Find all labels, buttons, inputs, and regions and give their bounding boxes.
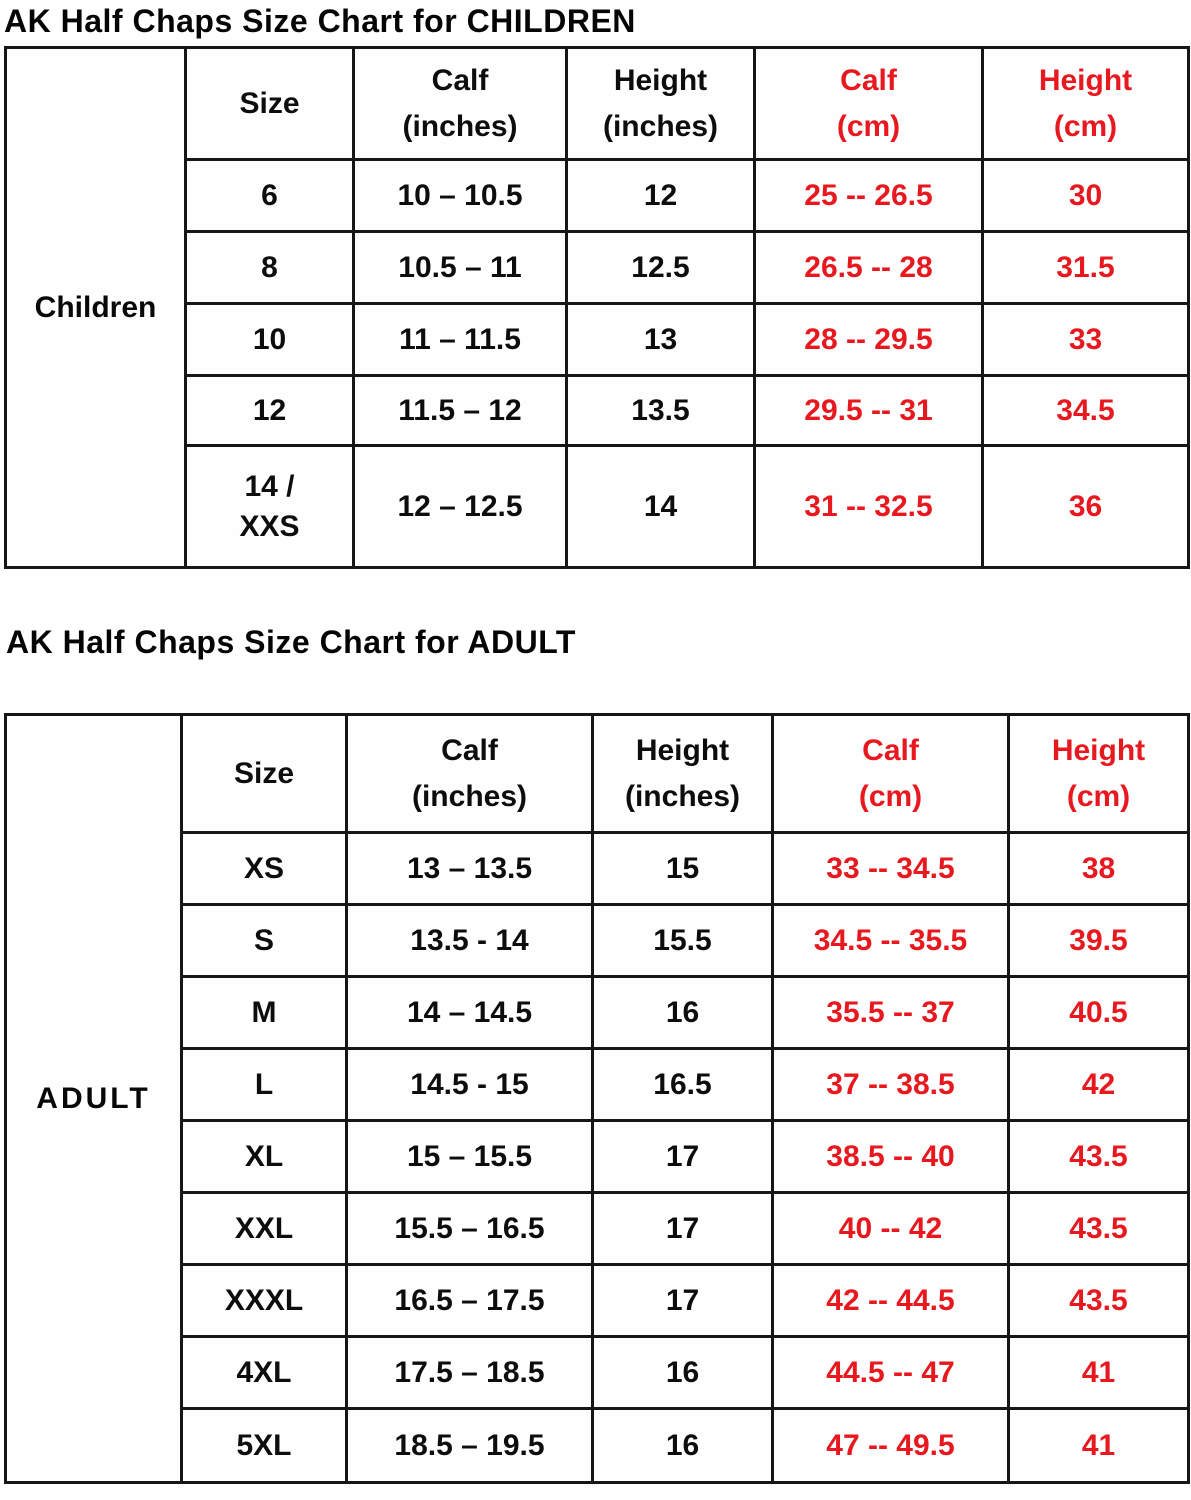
adult-row-4xl: [6, 1337, 1189, 1409]
cell-size: S: [182, 905, 347, 977]
cell-height-inches: 15.5: [593, 905, 773, 977]
cell-calf-cm: 28 -- 29.5: [755, 304, 983, 376]
cell-calf-inches: 16.5 – 17.5: [347, 1265, 593, 1337]
cell-calf-inches: 13 – 13.5: [347, 833, 593, 905]
children-header-height-cm: Height (cm): [983, 48, 1189, 160]
adult-row-xl: [6, 1121, 1189, 1193]
cell-height-inches: 12: [567, 160, 755, 232]
adult-chart-title: AK Half Chaps Size Chart for ADULT: [6, 624, 576, 660]
cell-size: 10: [186, 304, 354, 376]
cell-calf-cm: 26.5 -- 28: [755, 232, 983, 304]
children-header-height-inches: Height (inches): [567, 48, 755, 160]
cell-height-cm: 43.5: [1009, 1193, 1189, 1265]
adult-header-size: Size: [182, 715, 347, 833]
cell-height-inches: 15: [593, 833, 773, 905]
cell-height-cm: 31.5: [983, 232, 1189, 304]
cell-calf-inches: 14.5 - 15: [347, 1049, 593, 1121]
cell-height-cm: 43.5: [1009, 1121, 1189, 1193]
adult-row-xxl: [6, 1193, 1189, 1265]
cell-height-cm: 43.5: [1009, 1265, 1189, 1337]
cell-height-cm: 36: [983, 446, 1189, 568]
children-chart-title: AK Half Chaps Size Chart for CHILDREN: [4, 3, 636, 39]
cell-calf-inches: 12 – 12.5: [354, 446, 567, 568]
cell-size: XXL: [182, 1193, 347, 1265]
adult-header-calf-cm: Calf (cm): [773, 715, 1009, 833]
cell-height-inches: 17: [593, 1193, 773, 1265]
cell-height-inches: 16: [593, 1409, 773, 1483]
cell-calf-cm: 40 -- 42: [773, 1193, 1009, 1265]
cell-calf-inches: 11.5 – 12: [354, 376, 567, 446]
cell-height-inches: 16.5: [593, 1049, 773, 1121]
cell-size: XXXL: [182, 1265, 347, 1337]
adult-header-height-cm: Height (cm): [1009, 715, 1189, 833]
cell-size: L: [182, 1049, 347, 1121]
cell-height-inches: 16: [593, 977, 773, 1049]
cell-calf-cm: 33 -- 34.5: [773, 833, 1009, 905]
children-size-table: [4, 46, 1190, 569]
cell-calf-inches: 15 – 15.5: [347, 1121, 593, 1193]
adult-row-s: [6, 905, 1189, 977]
adult-row-5xl: [6, 1409, 1189, 1483]
cell-calf-inches: 13.5 - 14: [347, 905, 593, 977]
cell-calf-cm: 44.5 -- 47: [773, 1337, 1009, 1409]
adult-row-l: [6, 1049, 1189, 1121]
cell-calf-cm: 25 -- 26.5: [755, 160, 983, 232]
cell-height-inches: 13: [567, 304, 755, 376]
cell-size: M: [182, 977, 347, 1049]
cell-size: 5XL: [182, 1409, 347, 1483]
cell-height-cm: 38: [1009, 833, 1189, 905]
cell-calf-inches: 18.5 – 19.5: [347, 1409, 593, 1483]
children-header-row: [6, 48, 1189, 160]
adult-header-calf-inches: Calf (inches): [347, 715, 593, 833]
cell-calf-cm: 35.5 -- 37: [773, 977, 1009, 1049]
cell-height-inches: 13.5: [567, 376, 755, 446]
cell-size: XL: [182, 1121, 347, 1193]
cell-height-cm: 41: [1009, 1409, 1189, 1483]
cell-height-inches: 17: [593, 1265, 773, 1337]
cell-height-cm: 39.5: [1009, 905, 1189, 977]
cell-calf-inches: 17.5 – 18.5: [347, 1337, 593, 1409]
cell-height-inches: 16: [593, 1337, 773, 1409]
cell-calf-inches: 14 – 14.5: [347, 977, 593, 1049]
children-group-label: Children: [6, 48, 186, 568]
cell-height-cm: 41: [1009, 1337, 1189, 1409]
cell-size: 4XL: [182, 1337, 347, 1409]
cell-calf-cm: 38.5 -- 40: [773, 1121, 1009, 1193]
cell-height-inches: 12.5: [567, 232, 755, 304]
cell-calf-inches: 10.5 – 11: [354, 232, 567, 304]
cell-size: 6: [186, 160, 354, 232]
cell-calf-cm: 29.5 -- 31: [755, 376, 983, 446]
cell-calf-cm: 42 -- 44.5: [773, 1265, 1009, 1337]
cell-height-cm: 40.5: [1009, 977, 1189, 1049]
adult-row-xxxl: [6, 1265, 1189, 1337]
cell-calf-cm: 47 -- 49.5: [773, 1409, 1009, 1483]
cell-calf-inches: 11 – 11.5: [354, 304, 567, 376]
children-header-calf-inches: Calf (inches): [354, 48, 567, 160]
cell-size: XS: [182, 833, 347, 905]
cell-size: 8: [186, 232, 354, 304]
cell-calf-inches: 10 – 10.5: [354, 160, 567, 232]
cell-height-cm: 30: [983, 160, 1189, 232]
cell-calf-inches: 15.5 – 16.5: [347, 1193, 593, 1265]
cell-height-inches: 17: [593, 1121, 773, 1193]
cell-height-cm: 34.5: [983, 376, 1189, 446]
children-header-size: Size: [186, 48, 354, 160]
cell-calf-cm: 31 -- 32.5: [755, 446, 983, 568]
cell-height-cm: 33: [983, 304, 1189, 376]
cell-calf-cm: 37 -- 38.5: [773, 1049, 1009, 1121]
adult-header-height-inches: Height (inches): [593, 715, 773, 833]
adult-group-label: ADULT: [6, 715, 182, 1483]
adult-row-m: [6, 977, 1189, 1049]
cell-calf-cm: 34.5 -- 35.5: [773, 905, 1009, 977]
children-header-calf-cm: Calf (cm): [755, 48, 983, 160]
cell-size: 14 / XXS: [186, 446, 354, 568]
adult-header-row: [6, 715, 1189, 833]
adult-row-xs: [6, 833, 1189, 905]
cell-size: 12: [186, 376, 354, 446]
cell-height-inches: 14: [567, 446, 755, 568]
adult-size-table: [4, 713, 1190, 1484]
cell-height-cm: 42: [1009, 1049, 1189, 1121]
